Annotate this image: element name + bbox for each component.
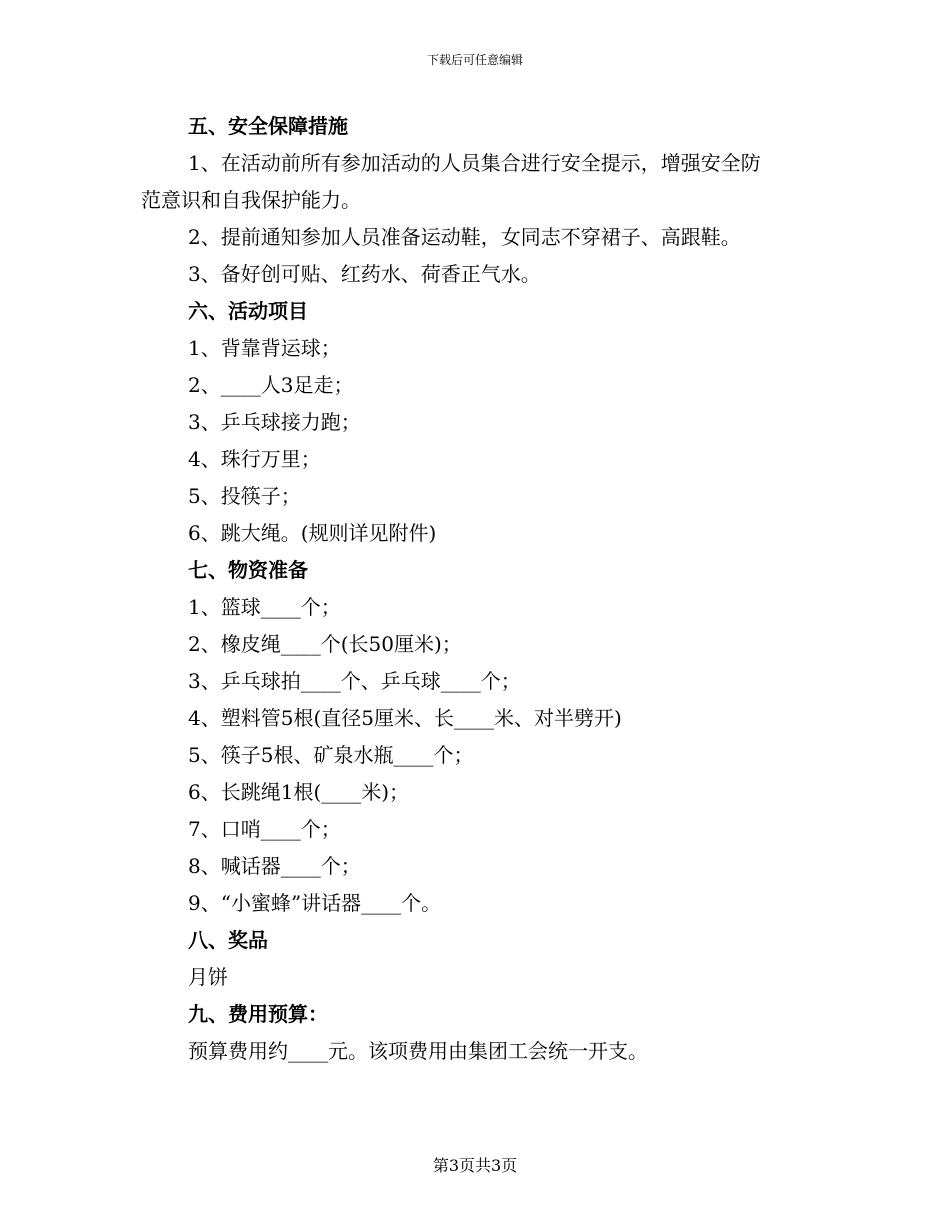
paragraph-line: 3、乒乓球接力跑； [188,410,361,434]
page-header: 下载后可任意编辑 [426,53,523,67]
paragraph-line: 8、喊话器____个； [188,854,361,878]
section-heading: 八、奖品 [188,928,268,952]
paragraph-line: 月饼 [188,965,228,989]
paragraph-line: 6、跳大绳。(规则详见附件) [188,521,437,545]
paragraph-line: 2、提前通知参加人员准备运动鞋，女同志不穿裙子、高跟鞋。 [188,225,741,249]
document-body [141,108,821,1070]
paragraph-line: 3、乒乓球拍____个、乒乓球____个； [188,669,521,693]
page-footer: 第3页共3页 [432,1156,518,1175]
paragraph-line: 7、口哨____个； [188,817,341,841]
paragraph-line: 2、橡皮绳____个(长50厘米)； [188,632,462,656]
paragraph-line: 5、投筷子； [188,484,301,508]
paragraph-line: 4、珠行万里； [188,447,321,471]
section-heading: 六、活动项目 [188,299,308,323]
paragraph-line: 4、塑料管5根(直径5厘米、长____米、对半劈开) [188,706,622,730]
section-heading: 九、费用预算： [188,1002,328,1026]
paragraph-line: 5、筷子5根、矿泉水瓶____个； [188,743,474,767]
paragraph-line: 1、在活动前所有参加活动的人员集合进行安全提示，增强安全防 [188,151,761,175]
section-heading: 七、物资准备 [188,558,308,582]
paragraph-line: 1、背靠背运球； [188,336,341,360]
paragraph-line: 预算费用约____元。该项费用由集团工会统一开支。 [188,1039,648,1063]
paragraph-line: 3、备好创可贴、红药水、荷香正气水。 [188,262,541,286]
section-heading: 五、安全保障措施 [188,114,348,138]
paragraph-line: 2、____人3足走； [188,373,354,397]
paragraph-line: 范意识和自我保护能力。 [141,188,361,212]
paragraph-line: 1、篮球____个； [188,595,341,619]
paragraph-line: 9、“小蜜蜂”讲话器____个。 [188,891,442,915]
paragraph-line: 6、长跳绳1根(____米)； [188,780,410,804]
